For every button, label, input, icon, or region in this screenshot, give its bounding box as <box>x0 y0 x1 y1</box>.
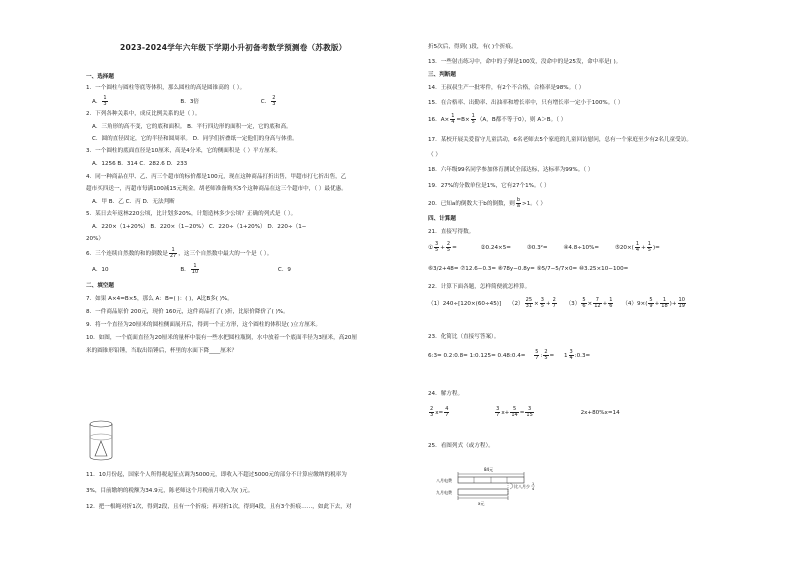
question-1: 1．一个圆柱与圆柱等底等体积，那么圆柱的高是圆锥高的（ ）。 <box>86 85 246 91</box>
question-3-options: A．1256 B．314 C．282.6 D．233 <box>92 161 188 167</box>
diagram-top-label: 84元 <box>484 467 494 472</box>
question-20: 20．已知a的倒数大于b的倒数，则 $\frac{b}{a}$ >1。（ ） <box>428 197 547 209</box>
question-23-row: 6:3= 0.2:0.8= 1:0.125= 0.48:0.4= $\frac{5}{7}$ : $\frac{2}{5}$ = 1 $\frac{3}{4}$ :0.3= <box>428 349 591 361</box>
question-4-line1: 4．同一种商品在甲、乙、丙三个超市的标价都是100元，现在这种商品打折出售，甲超市打七折出售，乙 <box>86 174 347 180</box>
question-21-row2: ⑥3/2+48= ⑦12.6−0.3= ⑧78y−0.8y= ⑨5/7−5/7×0= ⑩3.25×10−100= <box>428 266 629 272</box>
question-11-line1: 11．10月份起，国家个人所得税起征点调为5000元，即收入不超过5000元的部分不计算应缴纳的税率为 <box>86 472 347 478</box>
diagram-note-frac-num: 1 <box>532 482 535 486</box>
diagram-note-frac-den: 4 <box>532 487 535 491</box>
question-7: 7．如果 A×4=B×5，那么 A：B=( )：( )，A比B多( )%。 <box>86 296 233 302</box>
question-6: 6．三个连续自然数的和的倒数是 $\frac{1}{27}$ ，这三个自然数中最大的一个是（ ）。 <box>86 247 273 259</box>
question-19: 19．27%的分数单位是1%，它有27个1%。（ ） <box>428 183 550 189</box>
question-10-line1: 10．如图，一个底面直径为20厘米的量杯中装有一些水把圆柱瓶倒，水中放着一个底面半径为3厘米，高20厘 <box>86 335 358 341</box>
question-21: 21．直接写得数。 <box>428 229 475 235</box>
question-2-options-ab: A．三角形的高不变，它的底和面积。 B．平行四边形的面积一定，它的底和高。 <box>92 124 292 130</box>
section-choice: 一、选择题 <box>86 74 114 80</box>
question-2-options-cd: C．圆的直径固定，它的半径和圆周率。 D．同学们折叠纸一定他们的身高与体重。 <box>92 136 298 142</box>
question-17-line1: 17．某校开展关爱留守儿童活动，6名老师去5个家庭的儿童回访慰问，总有一个家庭至少有2名儿童受访。 <box>428 137 692 143</box>
cylinder-cone-figure <box>88 419 114 463</box>
question-12: 12．把一根绳对折1次，得到2段，且有一个折痕；再对折1次，得到4段，且有3个折痕……，如此下去，对 <box>86 504 352 510</box>
question-24-eqs: $\frac{2}{3}$ x= $\frac{4}{7}$ $\frac{3}{7}$ x+ $\frac{5}{14}$ = $\frac{3}{15}$ 2x+80%x=14 <box>430 406 620 418</box>
question-15: 15．在合格率、出勤率、出油率和增长率中，只有增长率一定小于100%。（ ） <box>428 100 624 106</box>
question-1-options: A． $\frac{1}{3}$ B．3倍 C． $\frac{2}{3}$ <box>92 95 276 107</box>
question-13: 13．一些射击练习中，命中的子弹是100发，没命中的是25发，命中率是( )。 <box>428 59 622 65</box>
question-18: 18．六年级99名同学参加体育测试全部达标，达标率为99%。（ ） <box>428 167 594 173</box>
diagram-row2-label: 九月电费 <box>436 490 452 495</box>
diagram-bottom-label: x元 <box>478 501 485 506</box>
question-6-options: A．10 B． $\frac{1}{10}$ C．9 <box>92 263 291 275</box>
diagram-row1-label: 八月电费 <box>436 478 452 483</box>
question-5-cont: 20%） <box>86 236 105 242</box>
section-calc: 四、计算题 <box>428 216 456 222</box>
question-2: 2．下列各种关系中，成反比例关系的是（ ）。 <box>86 111 201 117</box>
question-24: 24．解方程。 <box>428 391 464 397</box>
question-25: 25．看图列式（或方程）。 <box>428 443 494 449</box>
question-17-line2: （ ） <box>428 152 441 158</box>
question-4-options: A．甲 B．乙 C．丙 D．无法判断 <box>92 199 175 205</box>
question-16: 16．A× $\frac{1}{4}$ =B× $\frac{1}{5}$ （A，B都不等于0），则 A＞B。（ ） <box>428 113 567 125</box>
question-22-exprs: （1）240÷[120×(60÷45)] （2） $\frac{25}{31}$ × $\frac{3}{5}$ + $\frac{2}{7}$ （3） $\frac{5}{6}$ × $\frac{7}{12}$ + $\frac{1}{6}$ （4）9×( $\frac{5}{9}$ + $\frac{1}{18}$ )+ $\frac{10}{19}$ <box>428 297 685 309</box>
section-judge: 三、判断题 <box>428 72 456 78</box>
question-10-line2: 米的圆锥形铅锤，当取出铅锤后，杯里的水面下降____厘米？ <box>86 348 238 354</box>
left-column <box>86 0 408 562</box>
question-5-options: A．220×（1+20%） B．220×（1−20%） C．220÷（1+20%） D．220÷（1− <box>92 224 307 230</box>
question-12-cont: 折5次后，得到( )段，有( )个折痕。 <box>428 44 517 50</box>
question-3: 3．一个圆柱的底面直径是10厘米，高是4分米，它的侧面积是（ ）平方厘米。 <box>86 148 282 154</box>
right-column <box>428 0 744 562</box>
question-5: 5．某日去年返林220公顷，比计划多20%，计划造林多少公顷？正确的列式是（ ）。 <box>86 211 297 217</box>
section-fill: 二、填空题 <box>86 283 114 289</box>
diagram-note: 比八月少 <box>514 484 530 489</box>
question-4-line2: 超市买四送一，丙超市每满100减15元现金。胡老师准备购买5个这种商品在这三个超市中，（ ）最优惠。 <box>86 186 347 192</box>
line-segment-diagram <box>434 465 558 507</box>
question-8: 8．一件商品原价 200元，现价 160元，这件商品打了( )折，比原价降价了( )%。 <box>86 309 289 315</box>
question-23: 23．化简比（直接写答案）。 <box>428 334 500 340</box>
question-9: 9．将一个直径为20厘米的圆柱侧面展开后，得到一个正方形，这个圆柱的体积是( )立方厘米。 <box>86 322 321 328</box>
question-11-line2: 3%，目前缴纳的税额为34.9元，陈老师这个月税前月收入为( )元。 <box>86 488 254 494</box>
page-title: 2023-2024学年六年级下学期小升初备考数学预测卷（苏教版） <box>120 43 347 52</box>
question-22: 22．计算下面各题，怎样简便就怎样算。 <box>428 284 531 290</box>
question-21-row1: ① $\frac{3}{5}$ + $\frac{2}{5}$ = ②0.24×5= ③0.3²= ④4.8÷10%= ⑤20×( $\frac{1}{4}$ + $\frac{1}{5}$ )= <box>428 241 660 253</box>
question-14: 14．王叔叔生产一批零件，有2个不合格，合格率是98%。（ ） <box>428 85 585 91</box>
